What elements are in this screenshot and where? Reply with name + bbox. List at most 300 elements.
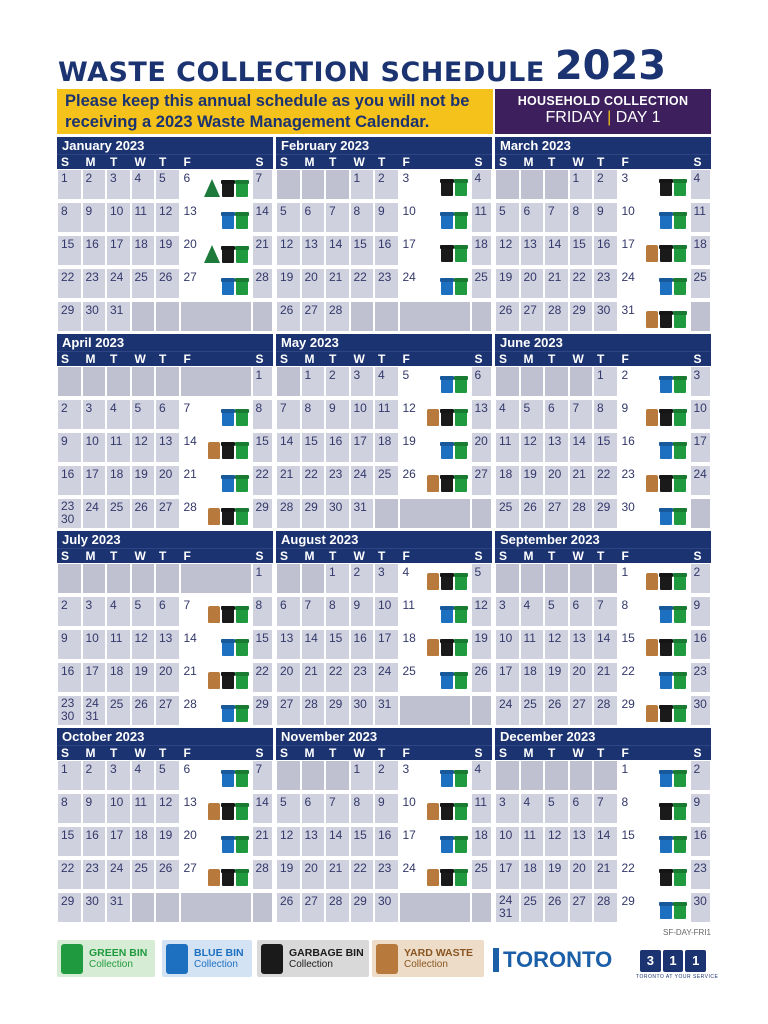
- weekday-label: T: [110, 155, 118, 169]
- empty-cell: [544, 760, 569, 791]
- day-number: 13: [280, 631, 294, 645]
- weekday-label: S: [474, 155, 483, 169]
- day-cell: [301, 695, 326, 726]
- day-cell: [495, 793, 520, 824]
- day-number: 8: [255, 598, 263, 612]
- day-cell: [495, 268, 520, 299]
- day-cell: [569, 202, 594, 233]
- weekday-label: S: [61, 549, 70, 563]
- day-cell: [180, 826, 252, 857]
- green-bin-icon: [236, 475, 248, 492]
- day-cell: [301, 268, 326, 299]
- day-cell: [155, 235, 180, 266]
- empty-cell: [495, 169, 520, 200]
- day-number: 25: [474, 270, 488, 284]
- day-number: 10: [402, 204, 416, 218]
- garbage-bin-icon: [441, 475, 453, 492]
- day-number: 3: [353, 368, 361, 382]
- green-bin-icon: [236, 869, 248, 886]
- weekday-label: M: [523, 746, 534, 760]
- day-cell: [544, 202, 569, 233]
- day-cell: [520, 301, 545, 332]
- day-number: 28: [329, 894, 343, 908]
- empty-cell: [82, 366, 107, 397]
- day-number: 26: [134, 500, 148, 514]
- empty-cell: [180, 892, 252, 923]
- empty-cell: [276, 169, 301, 200]
- day-number: 18: [474, 237, 488, 251]
- green-bin-icon: [674, 475, 686, 492]
- day-number: 20: [572, 861, 586, 875]
- day-cell: [57, 629, 82, 660]
- day-cell: [82, 301, 107, 332]
- day-cell: [252, 662, 274, 693]
- day-cell: [276, 399, 301, 430]
- day-cell: [252, 695, 274, 726]
- day-number: 27: [523, 303, 537, 317]
- weekday-label: F: [183, 549, 191, 563]
- day-number: 9: [597, 204, 604, 218]
- blue-bin-icon: [441, 376, 453, 393]
- day-cell: [350, 629, 375, 660]
- green-bin-icon: [455, 803, 467, 820]
- day-number: 30: [85, 303, 99, 317]
- weekday-label: S: [61, 746, 70, 760]
- day-cell: [106, 268, 131, 299]
- weekday-label: S: [499, 352, 508, 366]
- day-cell: [520, 202, 545, 233]
- day-number: 14: [597, 631, 611, 645]
- day-cell: [471, 859, 493, 890]
- weekday-label: T: [329, 549, 337, 563]
- day-cell: [569, 498, 594, 529]
- weekday-label: W: [353, 549, 365, 563]
- day-number: 28: [255, 861, 269, 875]
- garbage-bin-icon: [441, 245, 453, 262]
- day-number: 19: [548, 861, 562, 875]
- day-cell: [495, 695, 520, 726]
- day-number: 3: [621, 171, 629, 185]
- day-number: 19: [134, 664, 148, 678]
- day-cell: [593, 596, 618, 627]
- day-cell: [252, 268, 274, 299]
- day-cell: [593, 695, 618, 726]
- day-number: 22: [329, 664, 343, 678]
- green-bin-icon: [455, 409, 467, 426]
- weekday-label: W: [134, 352, 146, 366]
- day-cell: [569, 169, 594, 200]
- day-cell: [350, 793, 375, 824]
- weekday-label: W: [134, 746, 146, 760]
- day-cell: [399, 235, 471, 266]
- day-number: 23: [378, 270, 392, 284]
- day-number: 1: [255, 368, 263, 382]
- three11-digit: 1: [685, 950, 706, 972]
- legend-item: [57, 940, 155, 977]
- collection-icons: [660, 278, 686, 295]
- day-cell: [252, 366, 274, 397]
- day-number: 22: [353, 861, 367, 875]
- day-number: 21: [329, 861, 343, 875]
- day-cell: [155, 202, 180, 233]
- weekday-header: [57, 745, 273, 760]
- day-cell: [57, 301, 82, 332]
- weekday-label: F: [183, 155, 191, 169]
- day-cell: [180, 432, 252, 463]
- day-cell: [106, 301, 131, 332]
- day-cell: [618, 695, 690, 726]
- day-number: 31: [621, 303, 635, 317]
- weekday-label: S: [693, 746, 702, 760]
- day-number: 14: [548, 237, 562, 251]
- day-number: 15: [304, 434, 318, 448]
- day-cell: [544, 498, 569, 529]
- day-cell: [180, 169, 252, 200]
- day-cell: [618, 432, 690, 463]
- day-cell: [618, 169, 690, 200]
- legend-label: GARBAGE BIN Collection: [289, 946, 364, 970]
- day-cell: [520, 235, 545, 266]
- garbage-bin-icon: [660, 245, 672, 262]
- green-bin-icon: [455, 836, 467, 853]
- weekday-label: T: [329, 352, 337, 366]
- day-cell: [520, 399, 545, 430]
- day-cell: [569, 399, 594, 430]
- day-number: 2: [85, 171, 93, 185]
- day-number: 1: [621, 565, 629, 579]
- day-cell: [82, 892, 107, 923]
- garbage-bin-icon: [441, 409, 453, 426]
- day-number: 20: [572, 664, 586, 678]
- day-cell: [180, 268, 252, 299]
- day-cell: [593, 202, 618, 233]
- day-cell: [301, 793, 326, 824]
- day-number: 17: [499, 861, 513, 875]
- day-cell: [690, 859, 712, 890]
- weeks: [495, 366, 711, 531]
- day-cell: [57, 169, 82, 200]
- day-number: 9: [85, 795, 93, 809]
- day-cell: [252, 596, 274, 627]
- day-cell: [374, 892, 399, 923]
- day-number: 7: [329, 795, 336, 809]
- day-number: 2: [85, 762, 93, 776]
- green-bin-icon: [674, 278, 686, 295]
- yard-waste-bag-icon: [427, 409, 439, 426]
- day-cell: [155, 793, 180, 824]
- empty-cell: [520, 169, 545, 200]
- day-cell: [520, 826, 545, 857]
- day-cell: [569, 892, 594, 923]
- day-cell: [131, 629, 156, 660]
- collection-icons: [222, 278, 248, 295]
- day-cell: [350, 169, 375, 200]
- day-cell: [495, 202, 520, 233]
- empty-cell: [520, 563, 545, 594]
- day-number: 5: [402, 368, 410, 382]
- day-number: 25: [110, 500, 124, 514]
- day-number: 28: [183, 500, 197, 514]
- three11-logo: [640, 950, 706, 972]
- day-number: 7: [255, 762, 263, 776]
- green-bin-icon: [236, 803, 248, 820]
- month-title: January 2023: [57, 137, 273, 154]
- day-number: 25: [499, 500, 513, 514]
- weekday-label: F: [621, 746, 629, 760]
- day-number: 16: [329, 434, 343, 448]
- day-number: 8: [572, 204, 580, 218]
- weekday-label: T: [110, 549, 118, 563]
- green-bin-icon: [236, 278, 248, 295]
- day-cell: [399, 169, 471, 200]
- weeks: [495, 169, 711, 334]
- day-number: 31: [378, 697, 392, 711]
- day-cell: [495, 432, 520, 463]
- day-number: 4: [402, 565, 410, 579]
- day-number: 5: [159, 171, 166, 185]
- day-number: 1: [353, 762, 361, 776]
- day-cell: [301, 301, 326, 332]
- month-title: July 2023: [57, 531, 273, 548]
- page-title: WASTE COLLECTION SCHEDULE: [58, 57, 545, 88]
- day-number: 27: [474, 467, 488, 481]
- day-number: 23 30: [61, 696, 75, 723]
- day-number: 12: [548, 631, 562, 645]
- legend-label: GREEN BIN Collection: [89, 946, 148, 970]
- blue-bin-icon: [222, 705, 234, 722]
- day-cell: [520, 596, 545, 627]
- empty-cell: [276, 760, 301, 791]
- day-cell: [155, 465, 180, 496]
- collection-icons: [222, 212, 248, 229]
- day-cell: [180, 695, 252, 726]
- weekday-label: S: [499, 746, 508, 760]
- yard-waste-bag-icon: [427, 869, 439, 886]
- day-number: 19: [548, 664, 562, 678]
- day-number: 24 31: [499, 893, 513, 920]
- day-cell: [690, 399, 712, 430]
- month-title: February 2023: [276, 137, 492, 154]
- day-cell: [252, 826, 274, 857]
- day-number: 17: [402, 828, 416, 842]
- green-bin-icon: [674, 311, 686, 328]
- day-number: 16: [378, 828, 392, 842]
- month-may: [276, 334, 492, 531]
- day-number: 26: [499, 303, 513, 317]
- day-cell: [495, 498, 520, 529]
- day-number: 8: [329, 598, 336, 612]
- day-number: 18: [523, 664, 537, 678]
- collection-icons: [660, 212, 686, 229]
- day-cell: [690, 465, 712, 496]
- day-number: 27: [159, 697, 173, 711]
- day-number: 10: [499, 631, 513, 645]
- day-cell: [180, 235, 252, 266]
- month-title: June 2023: [495, 334, 711, 351]
- legend-sublabel: Collection: [289, 958, 333, 970]
- collection-icons: [204, 245, 248, 263]
- day-cell: [57, 268, 82, 299]
- collection-day-number: DAY 1: [615, 109, 661, 126]
- day-cell: [252, 169, 274, 200]
- day-number: 1: [329, 565, 336, 579]
- day-number: 18: [110, 664, 124, 678]
- day-number: 29: [61, 303, 75, 317]
- collection-icons: [646, 705, 686, 722]
- day-cell: [471, 662, 493, 693]
- garbage-bin-icon: [222, 803, 234, 820]
- weekday-label: W: [572, 155, 584, 169]
- empty-cell: [131, 301, 156, 332]
- day-cell: [131, 596, 156, 627]
- day-number: 23: [597, 270, 611, 284]
- weekday-header: [276, 154, 492, 169]
- day-cell: [155, 432, 180, 463]
- day-number: 21: [329, 270, 343, 284]
- day-number: 22: [353, 270, 367, 284]
- day-number: 26: [523, 500, 537, 514]
- day-number: 3: [378, 565, 385, 579]
- day-cell: [593, 498, 618, 529]
- day-cell: [374, 366, 399, 397]
- collection-icons: [660, 803, 686, 820]
- day-cell: [131, 498, 156, 529]
- empty-cell: [301, 760, 326, 791]
- day-number: 20: [159, 467, 173, 481]
- day-cell: [131, 695, 156, 726]
- garbage-bin-icon: [222, 180, 234, 197]
- collection-icons: [441, 179, 467, 196]
- day-cell: [495, 301, 520, 332]
- day-number: 15: [597, 434, 611, 448]
- day-number: 21: [255, 237, 269, 251]
- day-cell: [593, 268, 618, 299]
- weekday-header: [57, 351, 273, 366]
- day-cell: [106, 793, 131, 824]
- day-cell: [252, 235, 274, 266]
- month-october: [57, 728, 273, 925]
- collection-icons: [208, 442, 248, 459]
- empty-cell: [106, 366, 131, 397]
- yard-waste-bag-icon: [208, 606, 220, 623]
- day-number: 26: [159, 270, 173, 284]
- weekday-label: M: [85, 746, 96, 760]
- day-number: 22: [597, 467, 611, 481]
- day-cell: [252, 563, 274, 594]
- day-cell: [618, 859, 690, 890]
- day-number: 30: [621, 500, 635, 514]
- empty-cell: [57, 366, 82, 397]
- day-number: 13: [572, 631, 586, 645]
- day-number: 30: [378, 894, 392, 908]
- green-bin-icon: [455, 278, 467, 295]
- day-number: 3: [110, 171, 117, 185]
- weekday-header: [495, 745, 711, 760]
- day-number: 19: [280, 861, 294, 875]
- day-number: 27: [159, 500, 173, 514]
- day-cell: [350, 399, 375, 430]
- day-number: 2: [597, 171, 604, 185]
- collection-icons: [660, 869, 686, 886]
- day-cell: [374, 826, 399, 857]
- day-cell: [618, 202, 690, 233]
- day-number: 27: [572, 697, 586, 711]
- legend-sublabel: Collection: [404, 958, 448, 970]
- day-cell: [399, 596, 471, 627]
- day-cell: [690, 826, 712, 857]
- blue-bin-icon: [222, 278, 234, 295]
- day-cell: [252, 498, 274, 529]
- day-cell: [544, 465, 569, 496]
- weekday-label: W: [134, 549, 146, 563]
- weekday-label: T: [159, 549, 167, 563]
- collection-icons: [222, 705, 248, 722]
- day-number: 18: [523, 861, 537, 875]
- day-cell: [618, 892, 690, 923]
- day-cell: [520, 268, 545, 299]
- day-cell: [618, 662, 690, 693]
- day-number: 15: [353, 237, 367, 251]
- empty-cell: [399, 695, 471, 726]
- blue-bin-icon: [660, 212, 672, 229]
- day-cell: [593, 859, 618, 890]
- three11-digit: 3: [640, 950, 661, 972]
- day-cell: [276, 629, 301, 660]
- green-bin-icon: [236, 508, 248, 525]
- garbage-bin-icon: [441, 869, 453, 886]
- collection-icons: [646, 573, 686, 590]
- day-number: 17: [402, 237, 416, 251]
- green-bin-icon: [455, 376, 467, 393]
- day-cell: [569, 695, 594, 726]
- collection-icons: [208, 606, 248, 623]
- day-number: 28: [572, 500, 586, 514]
- day-number: 27: [304, 894, 318, 908]
- day-number: 14: [329, 237, 343, 251]
- household-collection-box: [495, 89, 711, 134]
- day-cell: [325, 202, 350, 233]
- day-cell: [325, 892, 350, 923]
- notice-banner: Please keep this annual schedule as you will not be receiving a 2023 Waste Management Calendar.: [57, 89, 493, 134]
- day-cell: [350, 432, 375, 463]
- green-bin-icon: [455, 475, 467, 492]
- collection-icons: [222, 770, 248, 787]
- day-cell: [569, 596, 594, 627]
- day-number: 11: [110, 434, 123, 448]
- day-number: 12: [280, 237, 294, 251]
- collection-icons: [427, 803, 467, 820]
- day-number: 5: [159, 762, 166, 776]
- day-cell: [301, 366, 326, 397]
- weekday-label: M: [523, 155, 534, 169]
- day-number: 23 30: [61, 499, 75, 526]
- empty-cell: [57, 563, 82, 594]
- day-cell: [350, 202, 375, 233]
- day-cell: [325, 793, 350, 824]
- day-number: 26: [548, 894, 562, 908]
- weekday-label: S: [693, 549, 702, 563]
- day-number: 9: [621, 401, 629, 415]
- day-number: 29: [61, 894, 75, 908]
- tree-icon: [204, 179, 220, 197]
- empty-cell: [471, 892, 493, 923]
- day-cell: [569, 629, 594, 660]
- day-cell: [690, 563, 712, 594]
- day-number: 5: [134, 598, 142, 612]
- day-number: 3: [85, 598, 93, 612]
- day-number: 12: [134, 434, 148, 448]
- weekday-label: M: [85, 155, 96, 169]
